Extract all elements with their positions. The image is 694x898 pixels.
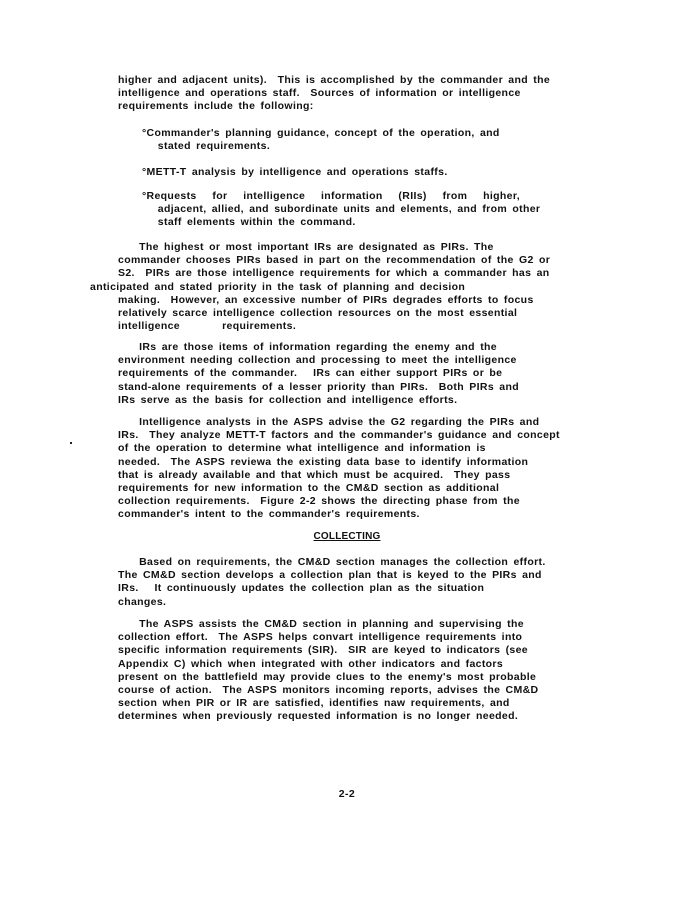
text-line: S2. PIRs are those intelligence requirements for which a commander has an xyxy=(118,267,550,280)
text-line: determines when previously requested information is no longer needed. xyxy=(118,710,519,723)
text-line: that is already available and that which must be acquired. They pass xyxy=(118,468,511,481)
text-line: IRs. They analyze METT-T factors and the commander's guidance and concept xyxy=(118,429,560,442)
paragraph-pirs xyxy=(90,241,551,333)
text-line: Based on requirements, the CM&D section manages the collection effort. xyxy=(118,556,546,568)
text-line: °Requests for intelligence information (RIIs) from higher, xyxy=(142,190,520,202)
text-line: course of action. The ASPS monitors incoming reports, advises the CM&D xyxy=(118,684,539,697)
paragraph-analysts xyxy=(118,416,560,522)
text-line: intelligence requirements. xyxy=(118,320,297,333)
text-line: adjacent, allied, and subordinate units and elements, and from other xyxy=(142,203,541,216)
text-line: Intelligence analysts in the ASPS advise the G2 regarding the PIRs and xyxy=(118,416,540,428)
text-line: IRs serve as the basis for collection and intelligence efforts. xyxy=(118,393,458,406)
text-line: Appendix C) which when integrated with other indicators and factors xyxy=(118,657,504,670)
text-line: of the operation to determine what intelligence and information is xyxy=(118,442,486,455)
stray-mark xyxy=(70,442,72,444)
section-heading: COLLECTING xyxy=(313,531,381,542)
text-line: requirements for new information to the CM&D section as additional xyxy=(118,482,500,495)
text-line: staff elements within the command. xyxy=(142,216,356,229)
text-line: commander's intent to the commander's requirements. xyxy=(118,508,420,521)
paragraph-collecting xyxy=(118,556,546,609)
text-line: The highest or most important IRs are designated as PIRs. The xyxy=(118,241,494,253)
bullet-mett-t xyxy=(142,166,448,179)
text-line: intelligence and operations staff. Sources of information or intelligence xyxy=(118,87,521,100)
text-line: environment needing collection and processing to meet the intelligence xyxy=(118,354,517,367)
text-line: stated requirements. xyxy=(142,140,271,153)
text-line: anticipated and stated priority in the task of planning and decision xyxy=(90,280,466,293)
text-line: IRs. It continuously updates the collection plan as the situation xyxy=(118,582,485,595)
text-line: °METT-T analysis by intelligence and operations staffs. xyxy=(142,166,448,178)
text-line: section when PIR or IR are satisfied, identifies naw requirements, and xyxy=(118,697,510,710)
text-line: The ASPS assists the CM&D section in planning and supervising the xyxy=(118,618,524,630)
paragraph-asps xyxy=(118,618,538,724)
text-line: needed. The ASPS reviewa the existing data base to identify information xyxy=(118,455,529,468)
text-line: The CM&D section develops a collection plan that is keyed to the PIRs and xyxy=(118,569,542,582)
text-line: requirements include the following: xyxy=(118,100,314,113)
text-line: changes. xyxy=(118,595,167,608)
text-line: relatively scarce intelligence collection resources on the most essential xyxy=(118,307,518,320)
bullet-requests xyxy=(142,190,540,230)
text-line: collection requirements. Figure 2-2 shows the directing phase from the xyxy=(118,495,520,508)
text-line: commander chooses PIRs based in part on the recommendation of the G2 or xyxy=(118,254,551,267)
page-number: 2-2 xyxy=(338,788,356,800)
paragraph-irs xyxy=(118,341,519,407)
text-line: requirements of the commander. IRs can either support PIRs or be xyxy=(118,367,503,380)
text-line: present on the battlefield may provide clues to the enemy's most probable xyxy=(118,670,537,683)
text-line: IRs are those items of information regarding the enemy and the xyxy=(118,341,497,353)
text-line: specific information requirements (SIR). SIR are keyed to indicators (see xyxy=(118,644,529,657)
text-line: °Commander's planning guidance, concept of the operation, and xyxy=(142,127,500,139)
text-line: making. However, an excessive number of PIRs degrades efforts to focus xyxy=(118,293,534,306)
bullet-commander-guidance xyxy=(142,127,500,153)
text-line: higher and adjacent units). This is accomplished by the commander and the xyxy=(118,74,551,86)
text-line: stand-alone requirements of a lesser priority than PIRs. Both PIRs and xyxy=(118,380,520,393)
text-line: collection effort. The ASPS helps convart intelligence requirements into xyxy=(118,631,523,644)
paragraph-intro xyxy=(118,74,550,114)
